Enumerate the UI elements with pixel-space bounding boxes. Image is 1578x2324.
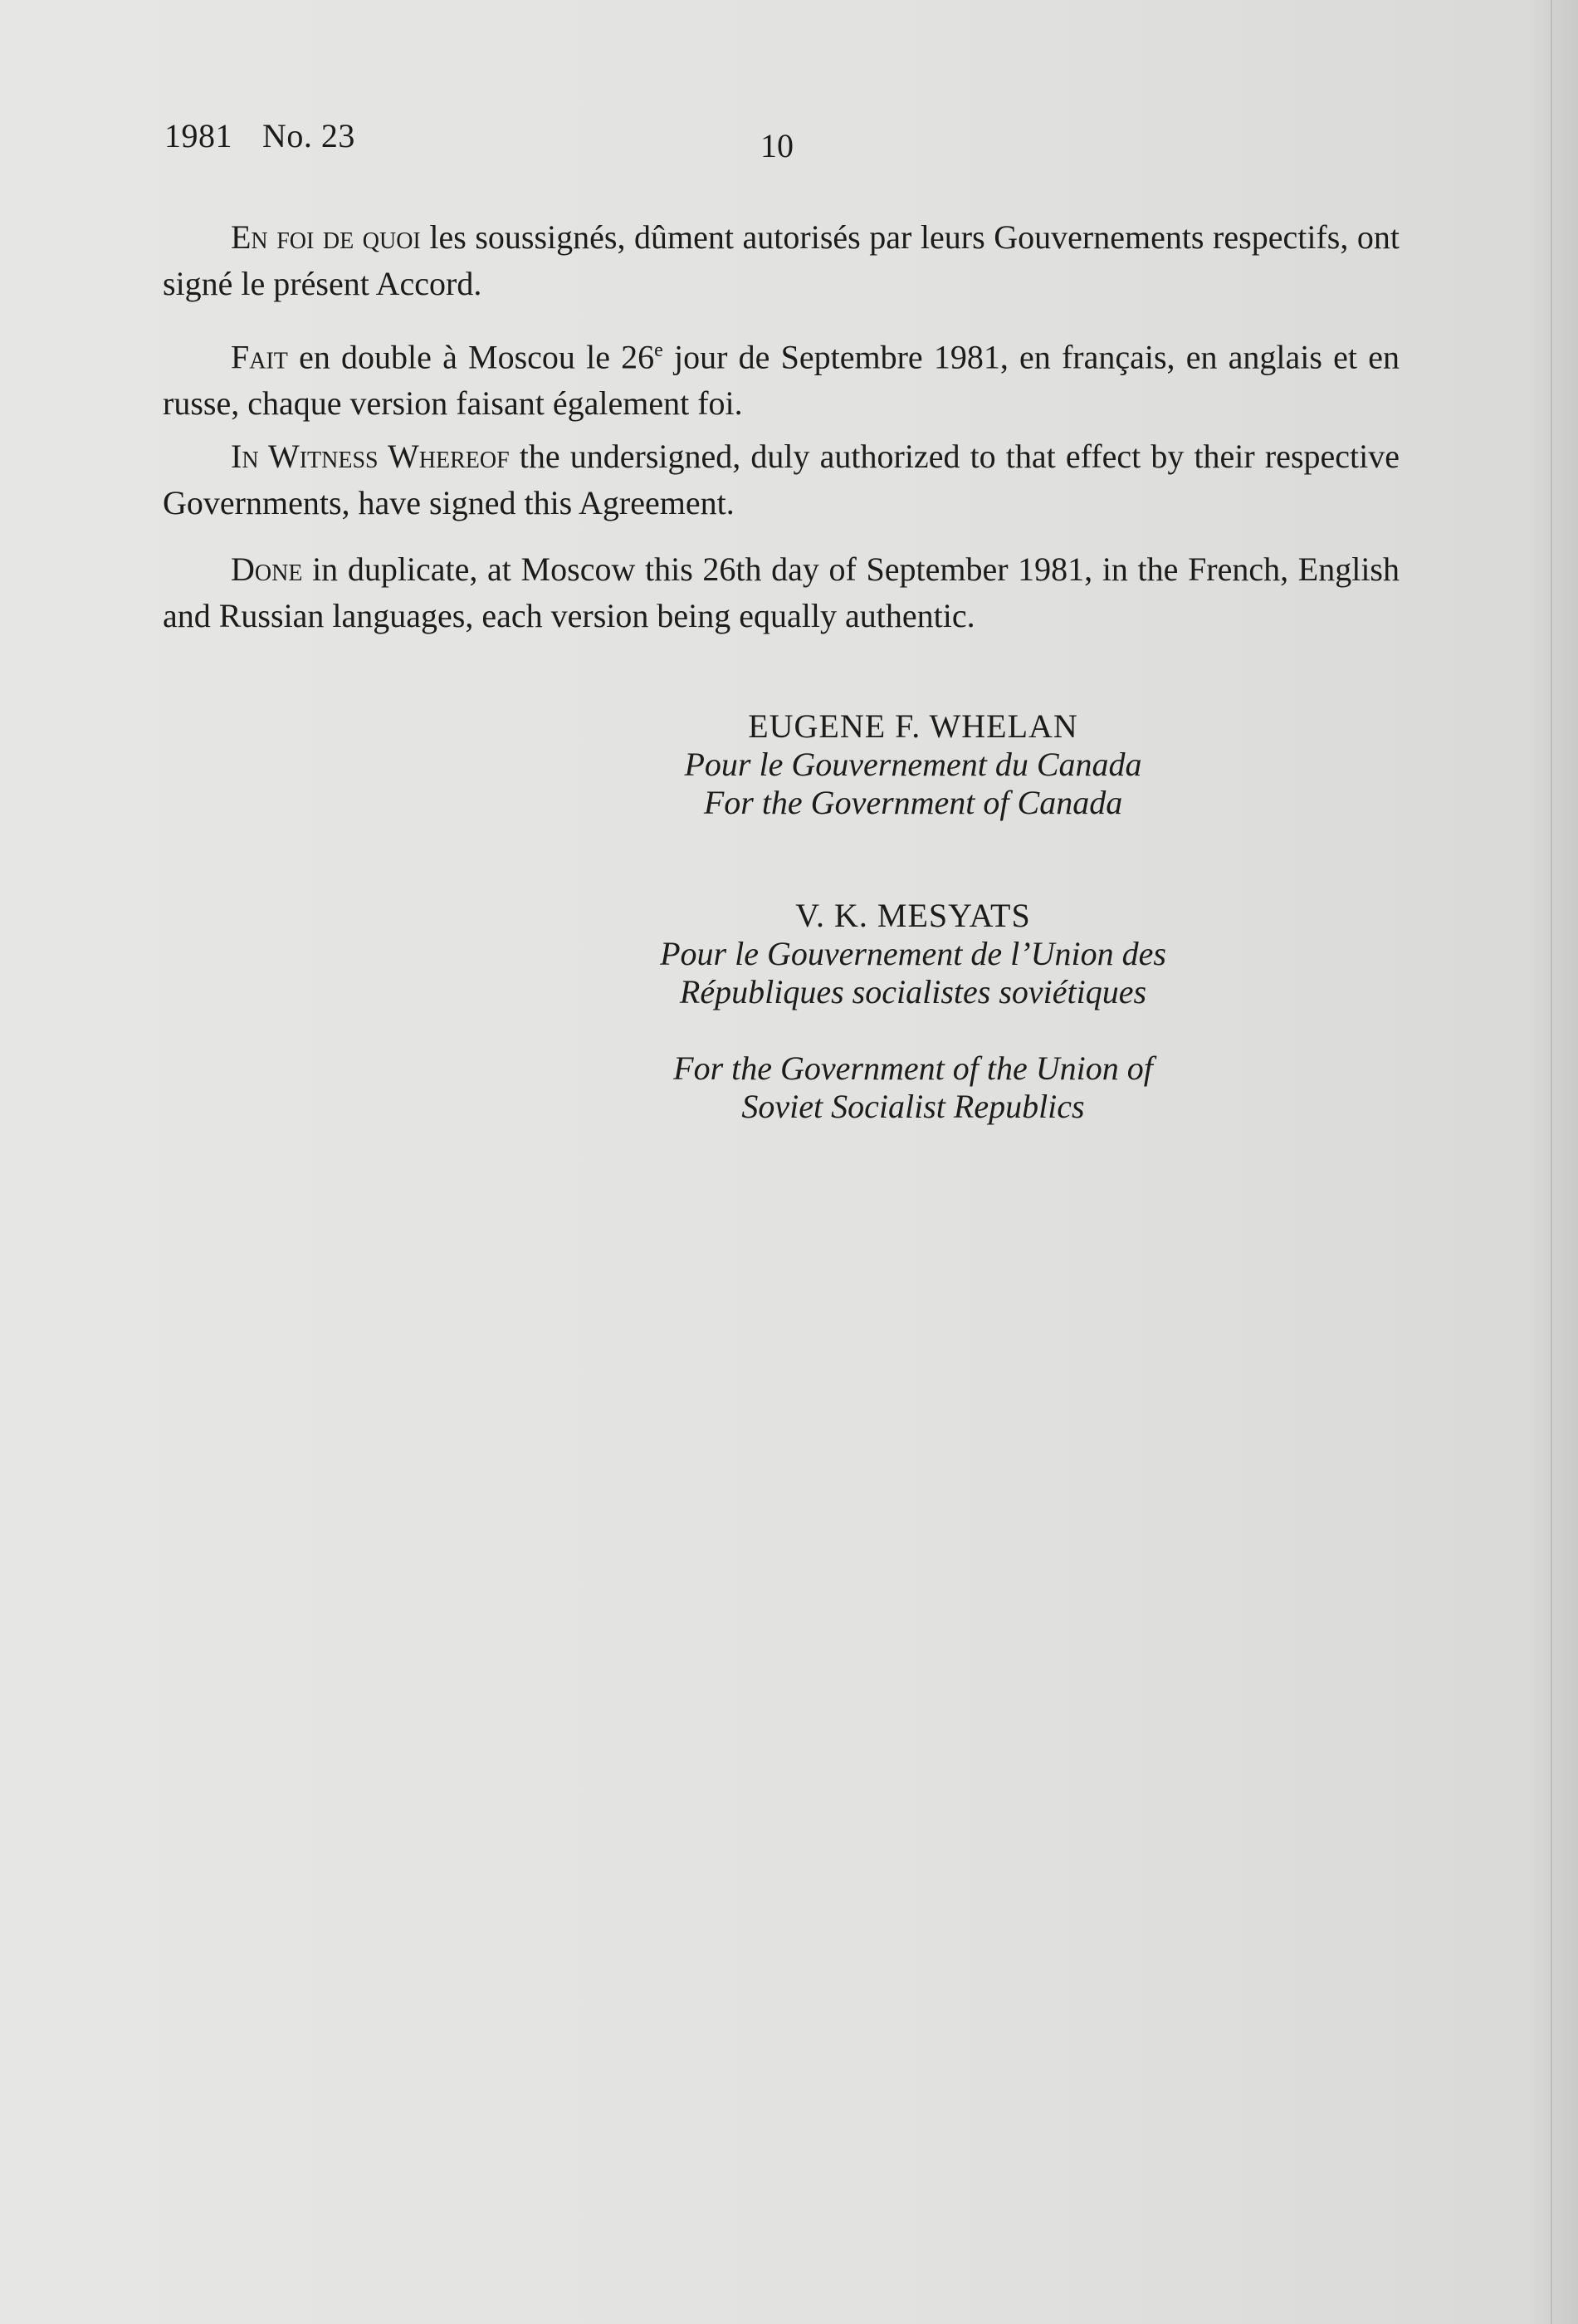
signature-block-canada [415,707,1411,822]
signatory-name: V. K. MESYATS [795,897,1031,934]
paragraph-en-witness [163,433,1400,526]
superscript: e [654,340,663,361]
paragraph-fr-witness [163,214,1400,307]
signatory-title-en: For the Government of Canada [703,784,1123,821]
paragraph-lead: Done [231,550,303,588]
paragraph-text: the undersigned, duly authorized to that effect by their respective Governments, have signed this Agreement. [163,438,1400,521]
signatory-title-en-line2: Soviet Socialist Republics [741,1088,1085,1125]
signatory-title-fr: Pour le Gouvernement du Canada [684,746,1142,783]
signatory-title-en-line1: For the Government of the Union of [673,1049,1153,1087]
page-fold-line [1551,0,1552,2324]
header-year: 1981 [164,117,232,154]
signature-block-ussr [415,897,1411,1126]
page-edge-shadow [1527,0,1578,2324]
paragraph-text: en double à Moscou le 26 [287,338,655,376]
paragraph-text: les soussignés, dûment autorisés par leurs Gouvernements respectifs, ont signé le présent Accord. [163,218,1400,302]
paragraph-text: in duplicate, at Moscow this 26th day of September 1981, in the French, English and Russian languages, each version being equally authentic. [163,550,1400,634]
paragraph-lead: In Witness Whereof [231,438,510,475]
signatory-name: EUGENE F. WHELAN [748,707,1078,745]
paragraph-en-done [163,546,1400,639]
running-header [164,116,355,155]
signatory-title-fr-line2: Républiques socialistes soviétiques [679,973,1147,1010]
page-number: 10 [760,127,794,164]
paragraph-lead: En foi de quoi [231,218,421,256]
paragraph-text: jour de Septembre 1981, en français, en anglais et en russe, chaque version faisant également foi. [163,338,1400,423]
signatory-title-fr-line1: Pour le Gouvernement de l’Union des [660,935,1166,972]
paragraph-fr-done [163,327,1400,427]
header-number: No. 23 [262,117,355,154]
paragraph-lead: Fait [231,338,288,376]
